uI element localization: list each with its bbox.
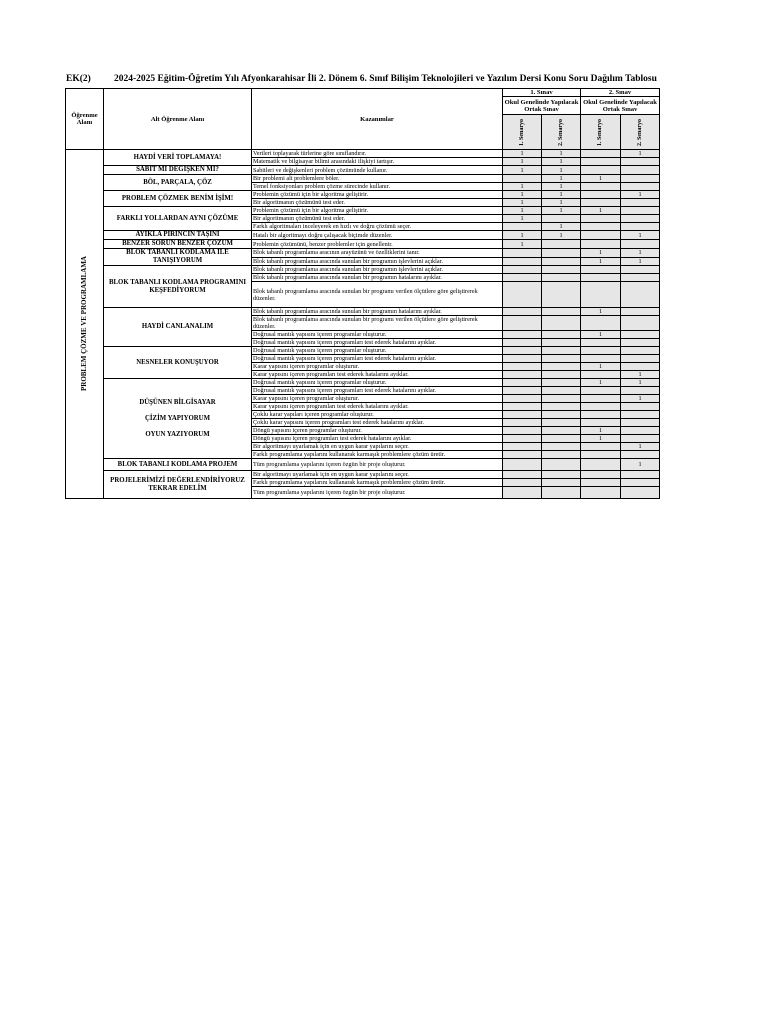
- question-count-cell: [503, 316, 542, 331]
- question-count-cell: [503, 471, 542, 479]
- question-count-cell: 1: [542, 231, 581, 240]
- kazanim-text: Bir algoritmanın çözümünü test eder.: [252, 215, 503, 223]
- question-count-cell: 1: [621, 395, 660, 403]
- question-count-cell: [542, 479, 581, 487]
- question-count-cell: [621, 403, 660, 411]
- question-count-cell: [503, 395, 542, 403]
- question-count-cell: [503, 387, 542, 395]
- question-count-cell: [621, 199, 660, 207]
- question-count-cell: [581, 191, 621, 199]
- question-count-cell: [503, 223, 542, 231]
- question-count-cell: [542, 347, 581, 355]
- sub-learning-area: BENZER SORUN BENZER ÇÖZÜM: [104, 240, 252, 249]
- kazanim-text: Doğrusal mantık yapısını içeren programlar oluşturur.: [252, 347, 503, 355]
- question-count-cell: [581, 487, 621, 499]
- question-count-cell: 1: [542, 199, 581, 207]
- question-count-cell: [503, 411, 542, 419]
- question-count-cell: [621, 223, 660, 231]
- question-count-cell: [503, 257, 542, 266]
- question-count-cell: 1: [503, 215, 542, 223]
- question-count-cell: [581, 419, 621, 427]
- question-count-cell: 1: [581, 308, 621, 316]
- question-count-cell: [621, 411, 660, 419]
- question-count-cell: [542, 257, 581, 266]
- header-senaryo-2b: 2. Senaryo: [636, 118, 643, 146]
- kazanim-text: Karar yapısını içeren programlar oluşturur.: [252, 363, 503, 371]
- kazanim-text: Blok tabanlı programlama aracında sunulan bir programın işlevlerini açıklar.: [252, 266, 503, 274]
- question-count-cell: [581, 150, 621, 158]
- question-count-cell: [503, 403, 542, 411]
- question-count-cell: 1: [581, 435, 621, 443]
- header-sinav-1: 1. Sınav: [503, 89, 581, 97]
- question-count-cell: 1: [542, 166, 581, 175]
- question-count-cell: [581, 479, 621, 487]
- question-count-cell: 1: [581, 427, 621, 435]
- question-count-cell: 1: [621, 257, 660, 266]
- table-row: [66, 308, 660, 316]
- question-count-cell: [581, 223, 621, 231]
- question-count-cell: [503, 331, 542, 339]
- question-count-cell: 1: [581, 175, 621, 183]
- question-count-cell: [581, 274, 621, 282]
- question-count-cell: [621, 266, 660, 274]
- question-count-cell: 1: [542, 158, 581, 166]
- question-count-cell: [621, 308, 660, 316]
- sub-learning-area: AYIKLA PİRİNCİN TAŞINI: [104, 231, 252, 240]
- question-count-cell: [542, 451, 581, 459]
- kazanim-text: Bir algoritmayı uyarlamak için en uygun karar yapılarını seçer.: [252, 471, 503, 479]
- kazanim-text: Doğrusal mantık yapısını içeren programları test ederek hatalarını ayıklar.: [252, 339, 503, 347]
- question-count-cell: 1: [542, 175, 581, 183]
- kazanim-text: Blok tabanlı programlama aracında sunulan bir programı verilen ölçütlere göre geliştirerek düzenler.: [252, 282, 503, 308]
- question-count-cell: 1: [542, 207, 581, 215]
- kazanim-text: Blok tabanlı programlama aracında sunulan bir programın hatalarını ayıklar.: [252, 308, 503, 316]
- question-count-cell: 1: [503, 207, 542, 215]
- kazanim-text: Döngü yapısını içeren programlar oluşturur.: [252, 427, 503, 435]
- question-count-cell: [542, 459, 581, 471]
- question-count-cell: [503, 363, 542, 371]
- kazanim-text: Temel fonksiyonları problem çözme sürecinde kullanır.: [252, 183, 503, 191]
- question-count-cell: [503, 355, 542, 363]
- question-count-cell: [542, 339, 581, 347]
- header-ogrenme-alani: Öğrenme Alanı: [66, 89, 104, 150]
- question-count-cell: [503, 282, 542, 308]
- kazanim-text: Blok tabanlı programlama aracında sunulan bir programın işlevlerini açıklar.: [252, 257, 503, 266]
- question-count-cell: [503, 435, 542, 443]
- header-okul-geneli-2: Okul Genelinde Yapılacak Ortak Sınav: [581, 97, 660, 115]
- question-count-cell: [621, 158, 660, 166]
- question-count-cell: [581, 411, 621, 419]
- kazanim-text: Verileri toplayarak türlerine göre sınıflandırır.: [252, 150, 503, 158]
- question-count-cell: [503, 479, 542, 487]
- table-row: [66, 347, 660, 355]
- sub-learning-area: PROBLEM ÇÖZMEK BENİM İŞİM!: [104, 191, 252, 207]
- question-count-cell: [581, 339, 621, 347]
- kazanim-text: Blok tabanlı programlama aracının arayüzünü ve özelliklerini tanır.: [252, 249, 503, 258]
- kazanim-text: Problemin çözümünü, benzer problemler için genellenir.: [252, 240, 503, 249]
- question-count-cell: 1: [581, 363, 621, 371]
- question-count-cell: [542, 331, 581, 339]
- question-count-cell: [621, 316, 660, 331]
- question-count-cell: 1: [621, 459, 660, 471]
- question-count-cell: [503, 487, 542, 499]
- table-row: [66, 191, 660, 199]
- kazanim-text: Blok tabanlı programlama aracında sunulan bir programın hatalarını ayıklar.: [252, 274, 503, 282]
- question-count-cell: 1: [581, 207, 621, 215]
- question-count-cell: 1: [621, 249, 660, 258]
- kazanim-text: Hatalı bir algoritmayı doğru çalışacak biçimde düzenler.: [252, 231, 503, 240]
- kazanim-text: Karar yapısını içeren programlar oluşturur.: [252, 395, 503, 403]
- question-count-cell: [503, 459, 542, 471]
- question-count-cell: [581, 387, 621, 395]
- question-count-cell: [621, 331, 660, 339]
- question-count-cell: [581, 199, 621, 207]
- question-count-cell: [581, 395, 621, 403]
- question-count-cell: [581, 443, 621, 451]
- question-count-cell: [581, 282, 621, 308]
- question-count-cell: [581, 371, 621, 379]
- kazanim-text: Blok tabanlı programlama aracında sunulan bir programı verilen ölçütlere göre geliştirerek düzenler.: [252, 316, 503, 331]
- question-count-cell: [581, 266, 621, 274]
- kazanim-text: Doğrusal mantık yapısını içeren programları test ederek hatalarını ayıklar.: [252, 355, 503, 363]
- question-count-cell: [621, 363, 660, 371]
- question-count-cell: 1: [542, 191, 581, 199]
- question-count-cell: [581, 459, 621, 471]
- question-count-cell: [581, 347, 621, 355]
- table-row: [66, 266, 660, 274]
- header-kazanimlar: Kazanımlar: [252, 89, 503, 150]
- question-count-cell: [581, 403, 621, 411]
- question-count-cell: 1: [581, 249, 621, 258]
- kazanim-text: Farklı programlama yapılarını kullanarak karmaşık problemlere çözüm üretir.: [252, 451, 503, 459]
- question-count-cell: [542, 427, 581, 435]
- header-senaryo-2a: 2. Senaryo: [557, 118, 564, 146]
- kazanim-text: Bir algoritmanın çözümünü test eder.: [252, 199, 503, 207]
- table-row: [66, 150, 660, 158]
- kazanim-text: Farklı programlama yapılarını kullanarak karmaşık problemlere çözüm üretir.: [252, 479, 503, 487]
- header-sinav-2: 2. Sınav: [581, 89, 660, 97]
- learning-area-label: PROBLEM ÇÖZME VE PROGRAMLAMA: [80, 256, 88, 392]
- question-count-cell: 1: [503, 231, 542, 240]
- question-count-cell: [621, 387, 660, 395]
- kazanim-text: Çoklu karar yapıları içeren programlar oluşturur.: [252, 411, 503, 419]
- kazanim-text: Tüm programlama yapılarını içeren özgün bir proje oluşturur.: [252, 487, 503, 499]
- kazanim-text: Doğrusal mantık yapısını içeren programlar oluşturur.: [252, 331, 503, 339]
- sub-learning-area: BLOK TABANLI KODLAMA PROJEM: [104, 459, 252, 471]
- table-row: [66, 231, 660, 240]
- question-count-cell: 1: [621, 231, 660, 240]
- question-count-cell: [621, 435, 660, 443]
- table-row: [66, 166, 660, 175]
- question-count-cell: [621, 215, 660, 223]
- header-okul-geneli-1: Okul Genelinde Yapılacak Ortak Sınav: [503, 97, 581, 115]
- question-count-cell: [621, 479, 660, 487]
- kazanim-text: Doğrusal mantık yapısını içeren programları test ederek hatalarını ayıklar.: [252, 387, 503, 395]
- table-row: [66, 240, 660, 249]
- question-count-cell: [621, 355, 660, 363]
- question-count-cell: [581, 183, 621, 191]
- question-count-cell: [542, 435, 581, 443]
- table-row: [66, 175, 660, 183]
- kazanim-text: Doğrusal mantık yapısını içeren programlar oluşturur.: [252, 379, 503, 387]
- question-count-cell: [542, 419, 581, 427]
- kazanim-text: Sabitleri ve değişkenleri problem çözümünde kullanır.: [252, 166, 503, 175]
- question-count-cell: [542, 379, 581, 387]
- question-count-cell: 1: [503, 158, 542, 166]
- question-count-cell: [542, 316, 581, 331]
- question-count-cell: [542, 471, 581, 479]
- question-count-cell: [581, 451, 621, 459]
- question-count-cell: 1: [581, 331, 621, 339]
- question-count-cell: [542, 266, 581, 274]
- question-count-cell: [542, 363, 581, 371]
- question-count-cell: 1: [621, 443, 660, 451]
- question-count-cell: 1: [581, 257, 621, 266]
- question-count-cell: [581, 231, 621, 240]
- question-count-cell: [621, 487, 660, 499]
- question-count-cell: [542, 240, 581, 249]
- question-count-cell: [503, 379, 542, 387]
- learning-area-cell: [66, 150, 104, 499]
- question-count-cell: [621, 240, 660, 249]
- question-count-cell: [542, 371, 581, 379]
- sub-learning-area: HAYDİ VERİ TOPLAMAYA!: [104, 150, 252, 166]
- question-count-cell: [542, 487, 581, 499]
- question-count-cell: [621, 347, 660, 355]
- question-count-cell: [542, 282, 581, 308]
- question-count-cell: [542, 355, 581, 363]
- question-count-cell: [621, 207, 660, 215]
- question-count-cell: [621, 339, 660, 347]
- question-count-cell: [542, 274, 581, 282]
- question-count-cell: [542, 395, 581, 403]
- question-count-cell: [542, 387, 581, 395]
- sub-learning-area: SABİT Mİ DEĞİŞKEN Mİ?: [104, 166, 252, 175]
- sub-learning-area: BLOK TABANLI KODLAMA PROGRAMINI KEŞFEDİYORUM: [104, 266, 252, 308]
- sub-learning-area: BÖL, PARÇALA, ÇÖZ: [104, 175, 252, 191]
- question-count-cell: 1: [621, 379, 660, 387]
- question-count-cell: [503, 266, 542, 274]
- question-count-cell: 1: [503, 183, 542, 191]
- question-count-cell: [621, 282, 660, 308]
- question-count-cell: 1: [503, 240, 542, 249]
- table-row: [66, 471, 660, 479]
- title-row: [66, 74, 666, 88]
- question-count-cell: [621, 451, 660, 459]
- question-count-cell: [581, 471, 621, 479]
- kazanim-text: Karar yapısını içeren programları test ederek hatalarını ayıklar.: [252, 403, 503, 411]
- question-count-cell: [542, 411, 581, 419]
- kazanim-text: Matematik ve bilgisayar bilimi arasındaki ilişkiyi tartışır.: [252, 158, 503, 166]
- question-count-cell: [542, 403, 581, 411]
- question-count-cell: 1: [542, 223, 581, 231]
- question-count-cell: [503, 451, 542, 459]
- kazanim-text: Farklı algoritmaları inceleyerek en hızlı ve doğru çözümü seçer.: [252, 223, 503, 231]
- question-count-cell: [503, 274, 542, 282]
- question-count-cell: [621, 419, 660, 427]
- question-count-cell: [542, 443, 581, 451]
- question-count-cell: 1: [542, 183, 581, 191]
- question-count-cell: [542, 249, 581, 258]
- kazanim-text: Bir algoritmayı uyarlamak için en uygun karar yapılarını seçer.: [252, 443, 503, 451]
- question-count-cell: [503, 419, 542, 427]
- question-count-cell: [621, 274, 660, 282]
- question-count-cell: [581, 355, 621, 363]
- page-title: 2024-2025 Eğitim-Öğretim Yılı Afyonkarahisar İli 2. Dönem 6. Sınıf Bilişim Teknolojileri ve Yazılım Dersi Konu Soru Dağılım Tablosu: [114, 74, 657, 84]
- table-row: [66, 379, 660, 387]
- question-count-cell: [621, 183, 660, 191]
- question-count-cell: [503, 308, 542, 316]
- question-count-cell: [621, 175, 660, 183]
- sub-learning-area: DÜŞÜNEN BİLGİSAYAR ÇİZİM YAPIYORUM OYUN YAZIYORUM: [104, 379, 252, 459]
- question-count-cell: [581, 240, 621, 249]
- question-count-cell: [503, 427, 542, 435]
- question-count-cell: 1: [503, 191, 542, 199]
- question-count-cell: [503, 443, 542, 451]
- question-count-cell: 1: [621, 150, 660, 158]
- question-count-cell: 1: [503, 166, 542, 175]
- kazanim-text: Problemin çözümü için bir algoritma geliştirir.: [252, 191, 503, 199]
- kazanim-text: Problemin çözümü için bir algoritma geliştirir.: [252, 207, 503, 215]
- table-row: [66, 249, 660, 258]
- sub-learning-area: PROJELERİMİZİ DEĞERLENDİRİYORUZ TEKRAR EDELİM: [104, 471, 252, 499]
- header-alt-ogrenme: Alt Öğrenme Alanı: [104, 89, 252, 150]
- question-count-cell: 1: [542, 150, 581, 158]
- table-row: [66, 207, 660, 215]
- question-count-cell: [503, 339, 542, 347]
- question-count-cell: [621, 427, 660, 435]
- kazanim-text: Döngü yapısını içeren programları test ederek hatalarını ayıklar.: [252, 435, 503, 443]
- question-count-cell: [542, 308, 581, 316]
- question-count-cell: [581, 316, 621, 331]
- sub-learning-area: BLOK TABANLI KODLAMA İLE TANIŞIYORUM: [104, 249, 252, 266]
- question-count-cell: 1: [621, 191, 660, 199]
- question-count-cell: [542, 215, 581, 223]
- sub-learning-area: FARKLI YOLLARDAN AYNI ÇÖZÜME: [104, 207, 252, 231]
- header-senaryo-1a: 1. Senaryo: [518, 118, 525, 146]
- question-count-cell: 1: [503, 150, 542, 158]
- question-count-cell: 1: [581, 379, 621, 387]
- question-count-cell: 1: [503, 199, 542, 207]
- question-count-cell: [503, 371, 542, 379]
- kazanim-text: Çoklu karar yapısını içeren programları test ederek hatalarını ayıklar.: [252, 419, 503, 427]
- question-count-cell: [581, 166, 621, 175]
- sub-learning-area: HAYDİ CANLANALIM: [104, 308, 252, 347]
- question-count-cell: [621, 166, 660, 175]
- question-count-cell: [503, 347, 542, 355]
- question-count-cell: [581, 215, 621, 223]
- question-count-cell: [503, 175, 542, 183]
- question-count-cell: [621, 471, 660, 479]
- kazanim-text: Karar yapısını içeren programları test ederek hatalarını ayıklar.: [252, 371, 503, 379]
- question-count-cell: [581, 158, 621, 166]
- header-senaryo-1b: 1. Senaryo: [597, 118, 604, 146]
- table-row: [66, 459, 660, 471]
- question-count-cell: [503, 249, 542, 258]
- appendix-label: EK(2): [66, 74, 91, 84]
- kazanim-text: Bir problemi alt problemlere böler.: [252, 175, 503, 183]
- sub-learning-area: NESNELER KONUŞUYOR: [104, 347, 252, 379]
- kazanim-text: Tüm programlama yapılarını içeren özgün bir proje oluşturur.: [252, 459, 503, 471]
- question-count-cell: 1: [621, 371, 660, 379]
- distribution-table: [65, 88, 660, 499]
